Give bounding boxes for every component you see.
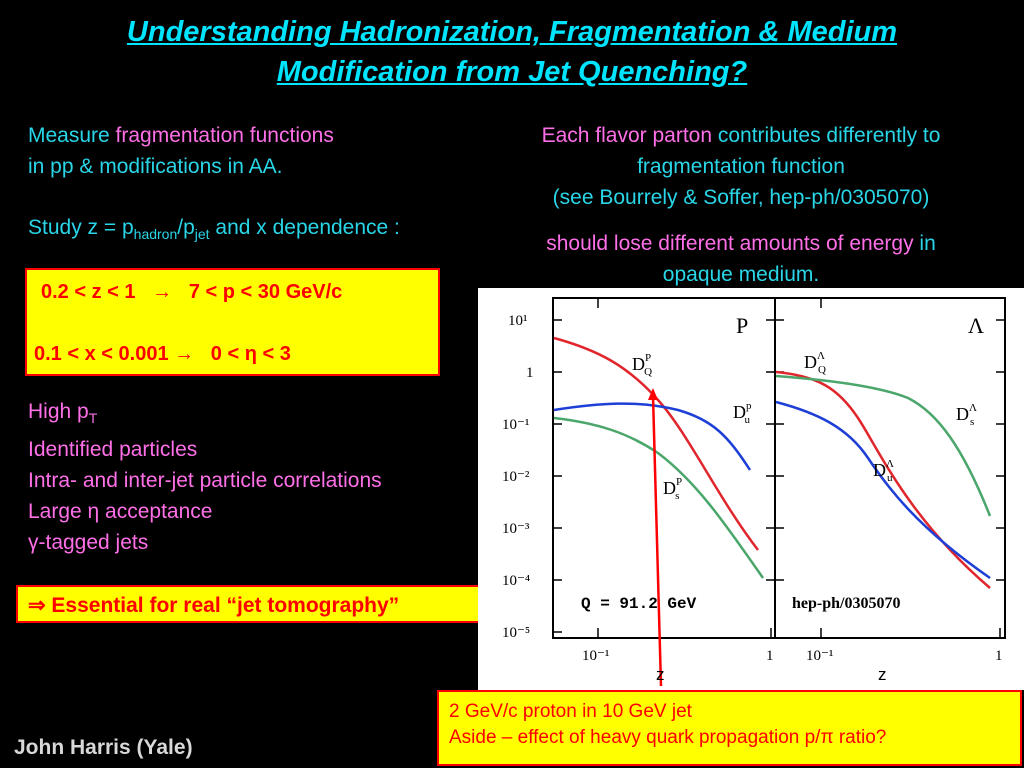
flavor-line-3: (see Bourrely & Soffer, hep-ph/0305070) <box>552 186 930 209</box>
flavor-line-2: fragmentation function <box>637 155 845 178</box>
y-tick-labels <box>502 313 534 641</box>
proton-note-box <box>437 690 1022 766</box>
lose-text <box>478 228 1004 290</box>
plot-svg <box>478 288 1024 690</box>
footer-author: John Harris (Yale) <box>14 736 193 759</box>
list-item: Identified particles <box>28 438 198 462</box>
high-pt-sub: T <box>88 410 98 427</box>
essential-box: ⇒ Essential for real “jet tomography” <box>16 585 494 623</box>
flavor-b: contributes differently to <box>717 124 941 147</box>
z-range-text: 0.2 < z < 1 → 7 < p < 30 GeV/c <box>41 281 343 303</box>
ytick-label: 10⁻³ <box>502 521 530 537</box>
panel-label-p: P <box>736 313 749 338</box>
x-tick-labels <box>582 648 1003 664</box>
list-item <box>28 396 478 434</box>
curve-label-du-lambda: $D^\Lambda$ u <box>873 458 894 484</box>
panel-label-lambda: Λ <box>968 313 984 338</box>
pointer-line <box>653 396 661 686</box>
measure-text <box>28 120 478 182</box>
note-line-1: 2 GeV/c proton in 10 GeV jet <box>449 701 692 722</box>
measure-word: Measure <box>28 124 116 147</box>
curve-labels <box>632 350 977 502</box>
xtick-label: 1 <box>766 648 774 664</box>
xtick-label: 1 <box>995 648 1003 664</box>
list-item: γ-tagged jets <box>28 531 149 555</box>
curve-du-proton <box>554 404 750 470</box>
flavor-a: Each flavor parton <box>541 124 718 147</box>
curve-label-ds-p: $D^P$ s <box>663 476 683 502</box>
title-line-1: Understanding Hadronization, Fragmentation & Medium <box>126 16 898 48</box>
q-label: Q = 91.2 GeV <box>581 595 697 613</box>
kinematic-range-box <box>25 268 440 376</box>
lose-line-2: opaque medium. <box>662 263 820 286</box>
reference-label: hep-ph/0305070 <box>792 595 901 612</box>
fragmentation-plot <box>478 288 1024 690</box>
high-pt-text: High p <box>28 400 89 423</box>
feature-list <box>28 396 478 558</box>
ytick-label: 10⁻⁴ <box>502 573 531 589</box>
curve-label-dq-p: $D^P$ Q <box>632 352 653 378</box>
ytick-label: 10⁻¹ <box>502 417 530 433</box>
xtick-label: 10⁻¹ <box>582 648 610 664</box>
title-line-2: Modification from Jet Quenching? <box>276 56 748 88</box>
flavor-text <box>478 120 1004 213</box>
measure-line-2: in pp & modifications in AA. <box>28 155 283 178</box>
ytick-label: 1 <box>526 365 534 381</box>
ytick-label: 10⁻² <box>502 469 530 485</box>
list-item: Intra- and inter-jet particle correlations <box>28 469 382 493</box>
study-prefix: Study z = p <box>28 216 134 239</box>
study-text <box>28 212 488 250</box>
curve-label-ds-lambda: $D^\Lambda$ s <box>956 402 977 428</box>
slide-title <box>0 12 1024 92</box>
note-line-2: Aside – effect of heavy quark propagation p/π ratio? <box>449 727 887 748</box>
z-axis-label-left: z <box>656 665 665 684</box>
study-suffix: and x dependence : <box>209 216 400 239</box>
xtick-label: 10⁻¹ <box>806 648 834 664</box>
study-sub-jet: jet <box>194 226 210 243</box>
z-axis-label-right: z <box>878 665 887 684</box>
x-range-text: 0.1 < x < 0.001 → 0 < η < 3 <box>34 343 291 365</box>
lose-b: in <box>919 232 936 255</box>
curve-label-dq-lambda: $D^\Lambda$ Q <box>804 350 826 376</box>
curve-du-lambda <box>776 402 990 578</box>
fragmentation-functions-text: fragmentation functions <box>115 124 334 147</box>
ytick-label: 10⁻⁵ <box>502 625 531 641</box>
ytick-label: 10¹ <box>508 313 528 329</box>
study-sub-hadron: hadron <box>133 226 178 243</box>
curve-ds-lambda <box>776 376 990 516</box>
curve-label-du-p: $D^p$ u <box>733 400 752 426</box>
lose-a: should lose different amounts of energy <box>546 232 920 255</box>
list-item: Large η acceptance <box>28 500 213 524</box>
study-mid: /p <box>177 216 195 239</box>
